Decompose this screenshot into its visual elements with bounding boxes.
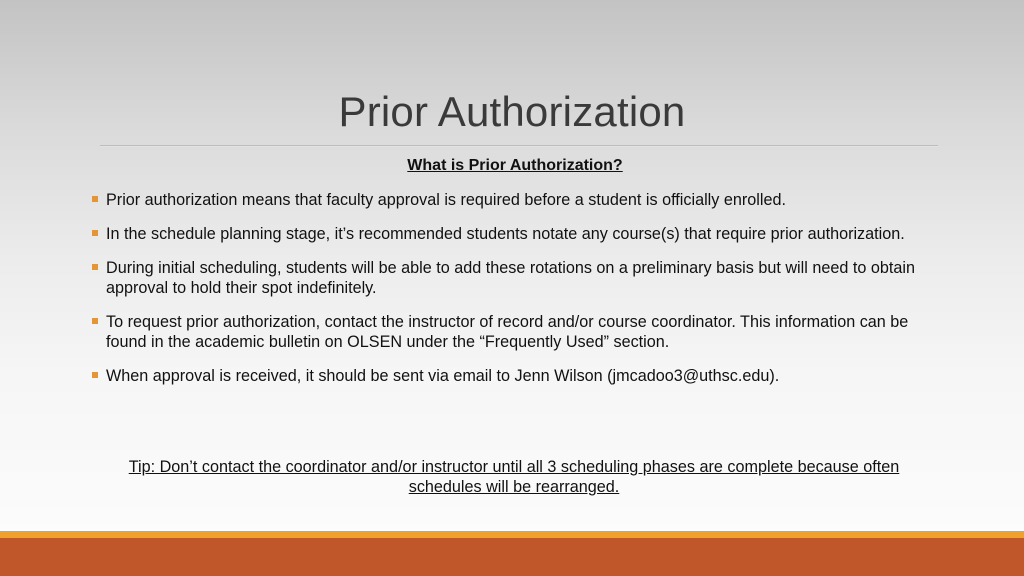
bullet-item	[92, 258, 942, 298]
bullet-text: When approval is received, it should be sent via email to Jenn Wilson (jmcadoo3@uthsc.edu).	[106, 367, 780, 385]
square-bullet-icon	[92, 230, 98, 236]
title-divider	[100, 145, 938, 147]
square-bullet-icon	[92, 318, 98, 324]
bullet-text: During initial scheduling, students will be able to add these rotations on a preliminary basis but will need to obtain approval to hold their spot indefinitely.	[106, 259, 915, 297]
bullet-text: Prior authorization means that faculty approval is required before a student is officially enrolled.	[106, 191, 786, 209]
bullet-item	[92, 312, 942, 352]
bullet-item	[92, 224, 942, 244]
bullet-item	[92, 366, 942, 386]
square-bullet-icon	[92, 264, 98, 270]
square-bullet-icon	[92, 372, 98, 378]
bullet-text: To request prior authorization, contact the instructor of record and/or course coordinator. This information can be found in the academic bulletin on OLSEN under the “Frequently Used” section.	[106, 313, 909, 351]
bullet-list	[92, 190, 942, 400]
section-heading: What is Prior Authorization?	[407, 157, 623, 174]
square-bullet-icon	[92, 196, 98, 202]
footer-bar	[0, 538, 1024, 576]
bullet-text: In the schedule planning stage, it’s recommended students notate any course(s) that require prior authorization.	[106, 225, 905, 243]
tip-note: Tip: Don’t contact the coordinator and/or instructor until all 3 scheduling phases are complete because often schedules will be rearranged.	[128, 458, 900, 496]
bullet-item	[92, 190, 942, 210]
slide-title: Prior Authorization	[338, 88, 686, 135]
footer-accent-stripe	[0, 531, 1024, 538]
